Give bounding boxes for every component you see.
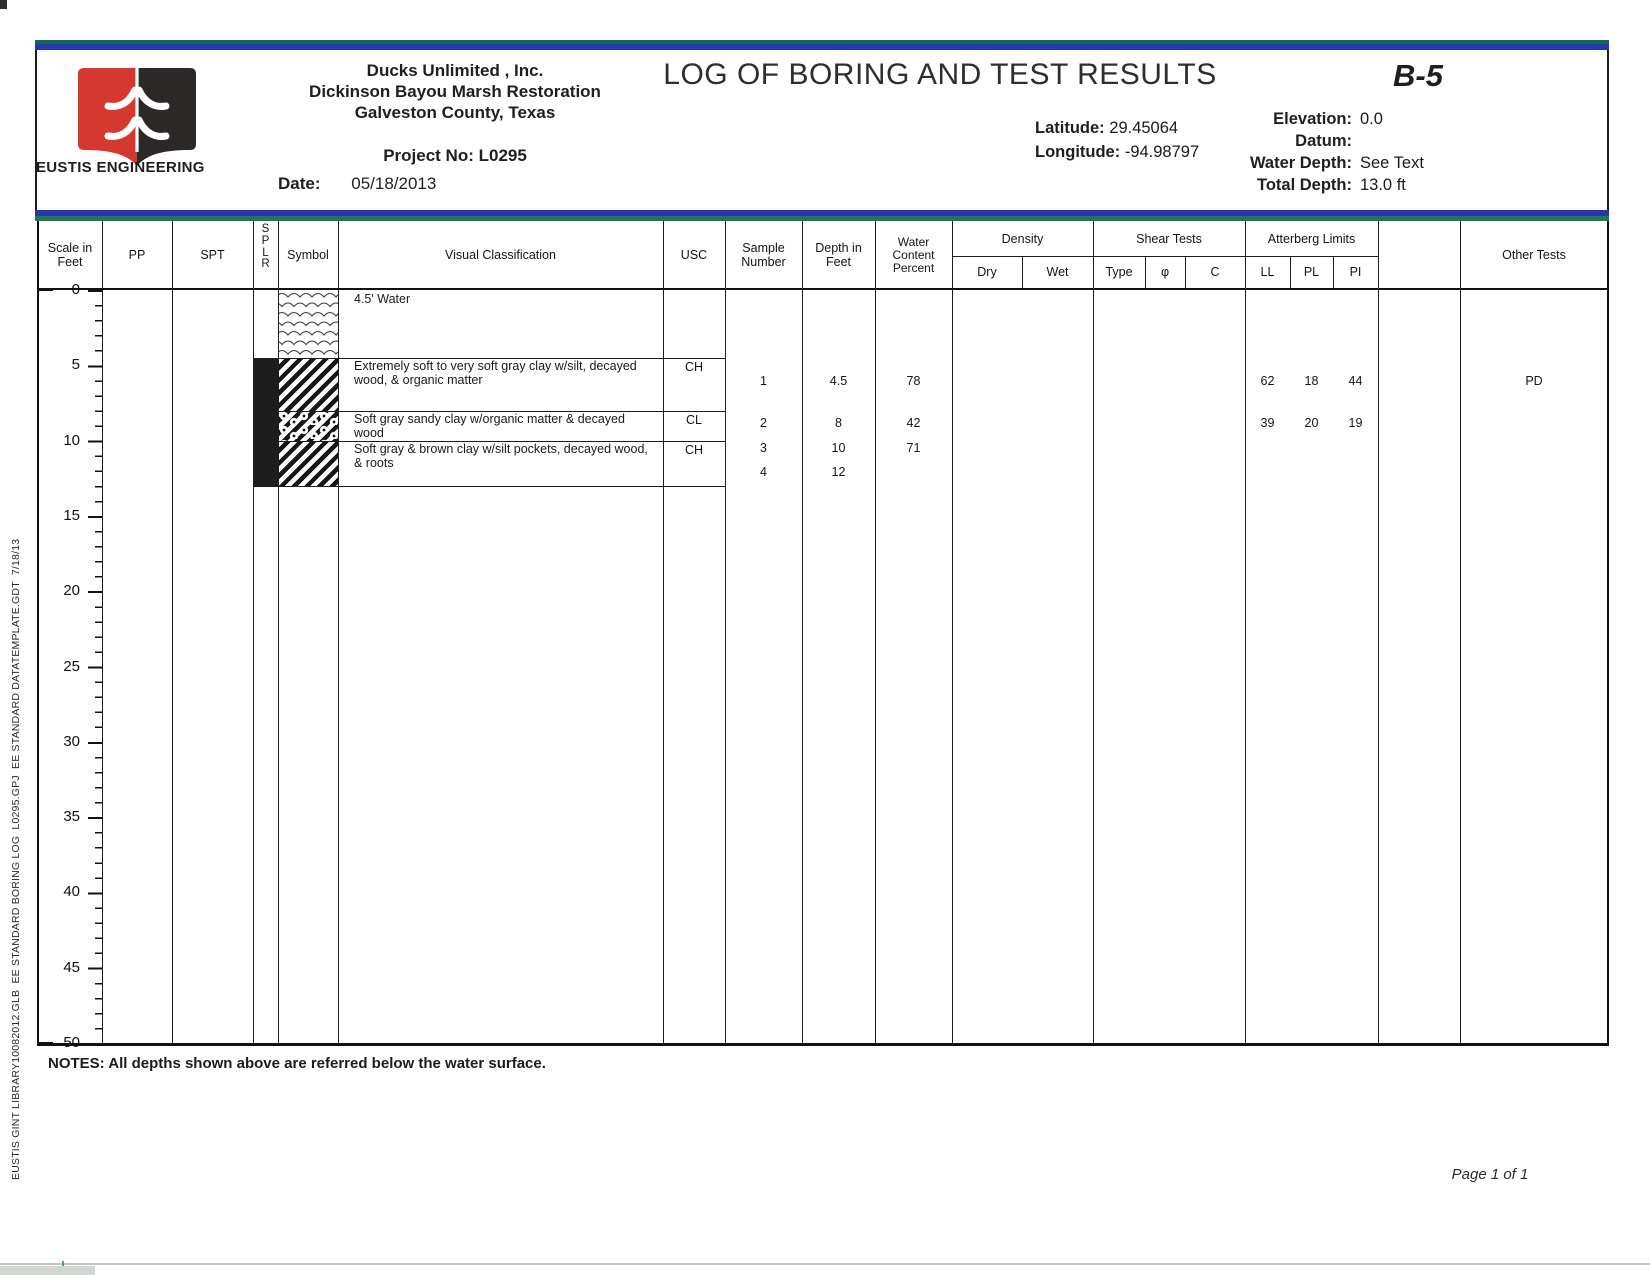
col-line-depth-water <box>875 221 876 1043</box>
table-right-border <box>1607 221 1609 1045</box>
col-header-dry: Dry <box>977 265 997 279</box>
eustis-logo <box>62 58 212 173</box>
scale-tick-20: 20 <box>63 582 80 599</box>
elevation-label: Elevation: <box>1273 110 1352 128</box>
total-depth-value: 13.0 ft <box>1360 176 1406 194</box>
col-header-other-tests: Other Tests <box>1502 248 1566 262</box>
scan-artifact-speck <box>0 0 7 9</box>
latitude-label: Latitude: <box>1035 119 1105 137</box>
col-header-pp: PP <box>128 248 146 262</box>
stratum-symbol-clay-1 <box>279 358 338 411</box>
sample-1-pi: 44 <box>1348 374 1363 388</box>
table-left-border <box>37 221 39 1045</box>
col-header-pi: PI <box>1349 265 1362 279</box>
date-value: 05/18/2013 <box>351 174 437 193</box>
table-bottom-border <box>37 1043 1609 1046</box>
sample-2-other-tests <box>1460 415 1608 431</box>
sample-2-water-content: 42 <box>906 416 921 430</box>
date-label: Date: <box>278 174 321 193</box>
longitude-value: -94.98797 <box>1124 143 1200 161</box>
company-name: EUSTIS ENGINEERING <box>36 159 205 176</box>
scale-tick-10: 10 <box>63 432 80 449</box>
col-header-type: Type <box>1105 265 1133 279</box>
sample-2-pl: 20 <box>1304 416 1319 430</box>
sample-1-water-content: 78 <box>906 374 921 388</box>
col-line-usc-sample <box>725 221 726 1043</box>
scale-tick-15: 15 <box>63 507 80 524</box>
header-top-blue-line <box>35 44 1609 50</box>
stratum-description-clay-2: Soft gray & brown clay w/silt pockets, decayed wood, & roots <box>354 442 648 470</box>
project-number-line <box>255 145 655 166</box>
sample-recovery-bar <box>254 358 278 486</box>
sample-2-number: 2 <box>760 416 767 430</box>
col-header-splr <box>253 224 278 271</box>
scale-tick-5: 5 <box>71 356 80 373</box>
col-header-wet: Wet <box>1046 265 1069 279</box>
col-line-symbol-visual <box>338 221 339 1043</box>
col-header-atterberg-limits: Atterberg Limits <box>1267 232 1356 246</box>
stratum-symbol-water <box>279 290 338 358</box>
col-line-blank-other <box>1460 221 1461 1043</box>
longitude-line <box>1035 140 1199 164</box>
scale-tick-25: 25 <box>63 658 80 675</box>
stratum-symbol-clay-2 <box>279 441 338 486</box>
scale-tick-50: 50 <box>63 1034 80 1051</box>
water-depth-label: Water Depth: <box>1249 154 1352 172</box>
splr-letter-p: P <box>261 234 270 247</box>
col-header-water-content: Water Content Percent <box>892 234 935 275</box>
col-header-shear-tests: Shear Tests <box>1136 232 1202 246</box>
project-location: Galveston County, Texas <box>354 103 556 122</box>
date-line <box>278 174 436 194</box>
page-title: LOG OF BORING AND TEST RESULTS <box>663 58 1217 91</box>
scale-tick-45: 45 <box>63 959 80 976</box>
sample-1-pl: 18 <box>1304 374 1319 388</box>
datum-label: Datum: <box>1295 132 1352 150</box>
stratum-description-water: 4.5' Water <box>354 292 411 306</box>
page-number: Page 1 of 1 <box>1451 1166 1529 1183</box>
col-line-spt-splr <box>253 221 254 1043</box>
sample-4-number: 4 <box>760 465 767 479</box>
scale-tick-40: 40 <box>63 883 80 900</box>
project-name: Dickinson Bayou Marsh Restoration <box>309 82 601 101</box>
col-header-ll: LL <box>1260 265 1275 279</box>
col-line-sample-depth <box>802 221 803 1043</box>
header-bottom-border <box>37 288 1607 290</box>
col-line-shear-atterberg <box>1245 221 1246 1043</box>
sample-3-number: 3 <box>760 441 767 455</box>
header-box-left-border <box>35 50 37 212</box>
splr-letter-r: R <box>261 258 270 271</box>
water-depth-value: See Text <box>1360 154 1424 172</box>
usc-value-clay-2: CH <box>684 443 704 457</box>
sample-1-depth: 4.5 <box>829 374 848 388</box>
boring-id: B-5 <box>1393 58 1443 93</box>
project-number-value: L0295 <box>478 146 527 165</box>
header-box-right-border <box>1607 50 1609 212</box>
stratum-description-clay-1: Extremely soft to very soft gray clay w/silt, decayed wood, & organic matter <box>354 359 637 387</box>
notes-line: NOTES: All depths shown above are referred below the water surface. <box>48 1055 546 1072</box>
coordinates-block <box>1035 116 1199 164</box>
sample-1-ll: 62 <box>1260 374 1275 388</box>
file-reference-sidebar: EUSTIS GINT LIBRARY10082012.GLB EE STANDARD BORING LOG L0295.GPJ EE STANDARD DATATEMPLATE.GDT 7/18/13 <box>10 538 22 1180</box>
stratum-line-13ft <box>253 486 725 487</box>
project-number-label: Project No: <box>383 146 474 165</box>
col-header-spt: SPT <box>200 248 225 262</box>
latitude-value: 29.45064 <box>1109 119 1179 137</box>
col-header-density: Density <box>1001 232 1044 246</box>
stratum-description-sandy-clay: Soft gray sandy clay w/organic matter & decayed wood <box>354 412 625 440</box>
scan-artifact-smudge <box>0 1266 95 1275</box>
scale-minor-ticks <box>95 290 102 1044</box>
sample-2-pi: 19 <box>1348 416 1363 430</box>
col-header-scale: Scale in Feet <box>47 241 93 269</box>
col-line-visual-usc <box>663 221 664 1043</box>
sample-2-depth: 8 <box>835 416 842 430</box>
col-header-visual-classification: Visual Classification <box>445 248 556 262</box>
col-header-depth: Depth in Feet <box>815 241 862 269</box>
elevation-value: 0.0 <box>1360 110 1383 128</box>
col-line-density-shear <box>1093 221 1094 1043</box>
longitude-label: Longitude: <box>1035 143 1121 161</box>
col-header-sample-number: Sample Number <box>741 241 786 269</box>
total-depth-label: Total Depth: <box>1256 176 1352 194</box>
client-name: Ducks Unlimited , Inc. <box>366 61 544 80</box>
splr-letter-l: L <box>262 246 269 259</box>
col-header-symbol: Symbol <box>287 248 329 262</box>
col-header-pl: PL <box>1303 265 1320 279</box>
sample-4-depth: 12 <box>831 465 846 479</box>
sample-1-other-tests: PD <box>1525 374 1543 388</box>
col-line-atterberg-blank <box>1378 221 1379 1043</box>
scale-tick-35: 35 <box>63 808 80 825</box>
latitude-line <box>1035 116 1199 140</box>
col-line-scale-pp <box>102 221 103 1043</box>
table-top-green-line <box>35 216 1609 221</box>
col-header-c: C <box>1210 265 1220 279</box>
project-block <box>255 60 655 166</box>
col-line-water-density <box>952 221 953 1043</box>
col-header-phi: φ <box>1160 265 1170 279</box>
sample-3-depth: 10 <box>831 441 846 455</box>
col-line-pp-spt <box>172 221 173 1043</box>
stratum-symbol-sandy-clay <box>279 411 338 441</box>
sample-1-number: 1 <box>760 374 767 388</box>
usc-value-sandy-clay: CL <box>686 413 702 427</box>
scale-tick-30: 30 <box>63 733 80 750</box>
sample-3-water-content: 71 <box>906 441 921 455</box>
usc-value-clay-1: CH <box>684 360 704 374</box>
splr-letter-s: S <box>261 223 270 235</box>
col-header-usc: USC <box>680 248 708 262</box>
sample-2-ll: 39 <box>1260 416 1275 430</box>
scale-tick-0: 0 <box>71 281 80 298</box>
scan-artifact-line <box>0 1263 1650 1265</box>
